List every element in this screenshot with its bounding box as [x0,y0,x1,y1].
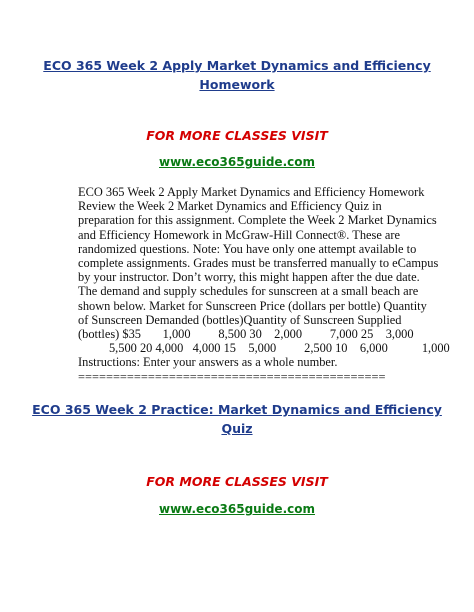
body-line: 5,500 20 4,000 4,000 15 5,000 2,500 10 6,000 1,000 [78,341,450,356]
body-line: Instructions: Enter your answers as a whole number. [78,355,338,370]
guide-link[interactable]: www.eco365guide.com [159,155,315,169]
page-title-line-1[interactable]: ECO 365 Week 2 Apply Market Dynamics and Efficiency [43,58,431,73]
page-title-line-2[interactable]: Homework [199,77,275,92]
section-subtitle-line-2[interactable]: Quiz [221,421,253,436]
body-line: of Sunscreen Demanded (bottles)Quantity of Sunscreen Supplied [78,312,402,327]
section-subtitle-line-1[interactable]: ECO 365 Week 2 Practice: Market Dynamics and Efficiency [32,402,442,417]
promo-text: FOR MORE CLASSES VISIT [146,128,328,143]
body-line: and Efficiency Homework in McGraw-Hill Connect®. These are [78,227,401,242]
body-line: ECO 365 Week 2 Apply Market Dynamics and Efficiency Homework [78,185,425,199]
body-line: The demand and supply schedules for sunscreen at a small beach are [78,284,419,299]
body-line: randomized questions. Note: You have only one attempt available to [78,241,417,256]
page-title[interactable] [0,56,474,94]
body-line: by your instructor. Don’t worry, this might happen after the due date. [78,270,420,285]
guide-link-2[interactable]: www.eco365guide.com [159,502,315,516]
separator-line: ============================================ [78,369,386,384]
body-line: (bottles) $35 1,000 8,500 30 2,000 7,000 25 3,000 [78,327,414,342]
promo-text-2: FOR MORE CLASSES VISIT [146,474,328,489]
body-line: complete assignments. Grades must be transferred manually to eCampus [78,256,439,271]
section-subtitle[interactable] [0,400,474,438]
body-line: preparation for this assignment. Complete the Week 2 Market Dynamics [78,213,437,228]
body-line: Review the Week 2 Market Dynamics and Efficiency Quiz in [78,199,382,214]
body-line: shown below. Market for Sunscreen Price (dollars per bottle) Quantity [78,298,427,313]
homework-description [78,185,450,384]
